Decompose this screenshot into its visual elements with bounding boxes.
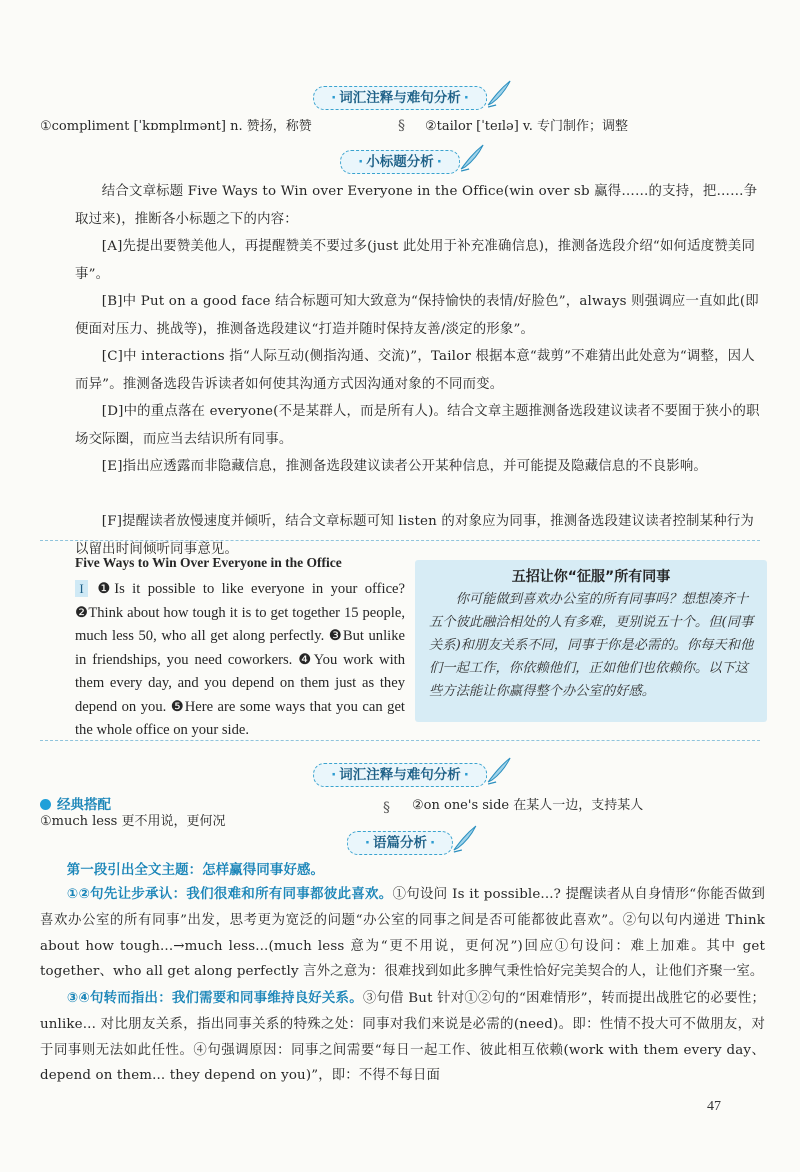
discourse-paragraph-2: [40, 882, 765, 985]
collocations-heading: [40, 793, 111, 813]
banner-label: 词汇注释与难句分析: [339, 767, 461, 783]
discourse-paragraph-3: [40, 986, 765, 1089]
bullet-icon: [40, 799, 51, 810]
discourse-highlight: ③④句转而指出：我们需要和同事维持良好关系。: [66, 991, 363, 1006]
banner-subtitle-analysis: · 小标题分析 ·: [340, 150, 460, 174]
passage-text: ❶Is it possible to like everyone in your office? ❷Think about how tough it is to get together 15 people, much less 50, who all get along perfectly. ❸But unlike in friendships, you need coworkers. ❹You work with them every day, and you depend on them just as they depend on you. ❺Here are some ways that you can get the whole office on your side.: [75, 581, 405, 738]
divider: [40, 740, 760, 741]
subtitle-c: [C]中 interactions 指“人际互动(侧指沟通、交流)”，Tailor 根据本意“裁剪”不难猜出此处意为“调整，因人而异”。推测备选段告诉读者如何使其沟通方式因沟通对象的不同而变。: [75, 349, 755, 392]
discourse-highlight: ①②句先让步承认：我们很难和所有同事都彼此喜欢。: [66, 887, 393, 902]
passage-paragraph-1: [75, 578, 405, 743]
subtitle-b: [B]中 Put on a good face 结合标题可知大致意为“保持愉快的表情/好脸色”，always 则强调应一直如此(即便面对压力、挑战等)，推测备选段建议“打造并随时保持友善/淡定的形象”。: [75, 294, 759, 337]
divider: [40, 540, 760, 541]
passage-title: Five Ways to Win Over Everyone in the Office: [75, 555, 342, 570]
banner-vocab-analysis-1: · 词汇注释与难句分析 ·: [313, 86, 487, 110]
discourse-text: ③句借 But 针对①②句的“困难情形”，转而提出战胜它的必要性；unlike... 对比朋友关系，指出同事关系的特殊之处：同事对我们来说是必需的(need)。即：性情不投大可不做朋友，对于同事则无法如此任性。④句强调原因：同事之间需要“每日一起工作、彼此相互依赖(work with them every day、depend on them... they depend on you)”，即：不得不每日面: [40, 991, 765, 1084]
separator-icon: §: [383, 800, 390, 816]
page-number: 47: [707, 1099, 721, 1114]
subtitle-f: [F]提醒读者放慢速度并倾听，结合文章标题可知 listen 的对象应为同事，推测备选段建议读者控制某种行为以留出时间倾听同事意见。: [75, 514, 755, 557]
translation-title: 五招让你“征服”所有同事: [511, 569, 671, 585]
banner-label: 小标题分析: [366, 154, 434, 170]
subtitle-e: [E]指出应透露而非隐藏信息，推测备选段建议读者公开某种信息，并可能提及隐藏信息的不良影响。: [101, 459, 708, 474]
discourse-text: ①句设问 Is it possible...? 提醒读者从自身情形“你能否做到喜欢办公室的所有同事”出发，思考更为宽泛的问题“办公室的同事之间是否可能都彼此喜欢”。②句以句内递进 Think about how tough...→much less...(much less 意为“更不用说，更何况”)回应①句设问：难上加难。其中 get together、who all get along perfectly 言外之意为：很难找到如此多脾气秉性恰好完美契合的人，让他们齐聚一室。: [40, 887, 766, 980]
quill-pen-icon: [459, 143, 485, 173]
collocations-label: 经典搭配: [57, 797, 111, 813]
quill-pen-icon: [452, 824, 478, 854]
section-number: I: [75, 580, 88, 597]
discourse-lead: [40, 858, 765, 884]
banner-label: 语篇分析: [373, 835, 427, 851]
discourse-heading: 第一段引出全文主题：怎样赢得同事好感。: [66, 863, 325, 878]
banner-label: 词汇注释与难句分析: [339, 90, 461, 106]
subtitle-d: [D]中的重点落在 everyone(不是某群人，而是所有人)。结合文章主题推测备选段建议读者不要囿于狭小的职场交际圈，而应当去结识所有同事。: [75, 404, 760, 447]
vocab-item-tailor: ②tailor [ˈteɪlə] v. 专门制作；调整: [425, 119, 628, 134]
separator-icon: §: [398, 118, 405, 134]
translation-box: [415, 560, 767, 722]
subtitle-a: [A]先提出要赞美他人，再提醒赞美不要过多(just 此处用于补充准确信息)，推测备选段介绍“如何适度赞美同事”。: [75, 239, 756, 282]
subtitle-intro: 结合文章标题 Five Ways to Win over Everyone in the Office(win over sb 赢得……的支持，把……争取过来)，推断各小标题之下的内容：: [75, 184, 758, 227]
vocab-item-compliment: ①compliment [ˈkɒmplɪmənt] n. 赞扬，称赞: [40, 119, 312, 134]
collocation-item-2: ②on one's side 在某人一边，支持某人: [412, 798, 644, 813]
collocation-item-1: ①much less 更不用说，更何况: [40, 814, 226, 829]
translation-body: 你可能做到喜欢办公室的所有同事吗？想想凑齐十五个彼此融洽相处的人有多难，更别说五十个。但(同事关系)和朋友关系不同，同事于你是必需的。你每天和他们一起工作，你依赖他们，正如他们也依赖你。以下这些方法能让你赢得整个办公室的好感。: [429, 592, 754, 699]
quill-pen-icon: [486, 756, 512, 786]
banner-discourse-analysis: · 语篇分析 ·: [347, 831, 453, 855]
quill-pen-icon: [486, 79, 512, 109]
banner-vocab-analysis-2: · 词汇注释与难句分析 ·: [313, 763, 487, 787]
